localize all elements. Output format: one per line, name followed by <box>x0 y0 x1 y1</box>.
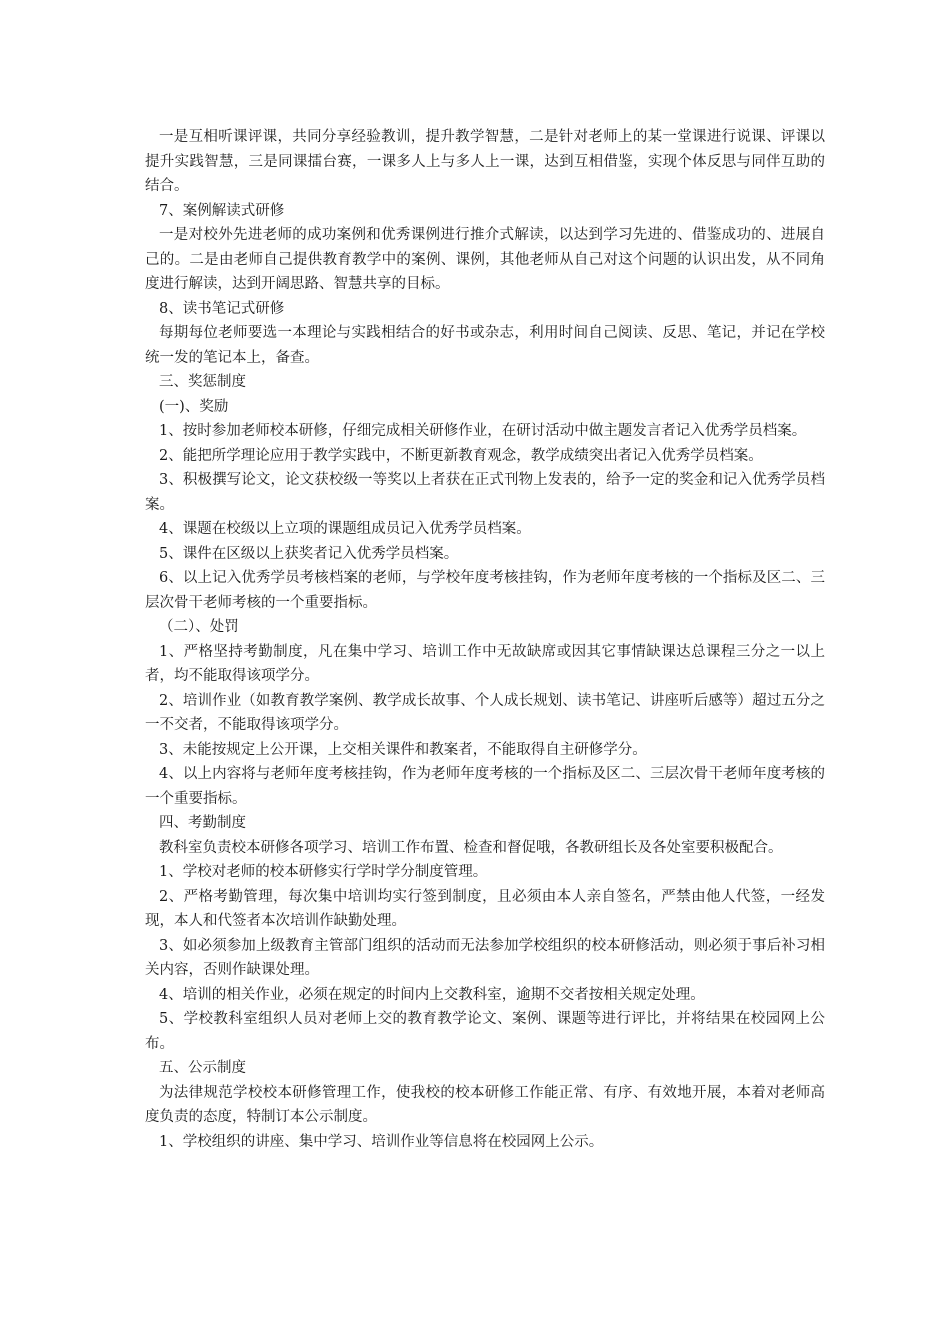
list-item: 3、积极撰写论文，论文获校级一等奖以上者获在正式刊物上发表的，给予一定的奖金和记入优秀学员档案。 <box>145 472 825 513</box>
paragraph: 为法律规范学校校本研修管理工作，使我校的校本研修工作能正常、有序、有效地开展，本着对老师高度负责的态度，特制订本公示制度。 <box>145 1084 825 1125</box>
list-item: 4、培训的相关作业，必须在规定的时间内上交教科室，逾期不交者按相关规定处理。 <box>159 986 705 1003</box>
section-heading: 8、读书笔记式研修 <box>159 300 285 317</box>
list-item: 1、按时参加老师校本研修，仔细完成相关研修作业，在研讨活动中做主题发言者记入优秀学员档案。 <box>159 423 807 439</box>
list-item: 5、学校教科室组织人员对老师上交的教育教学论文、案例、课题等进行评比，并将结果在校园网上公布。 <box>145 1011 825 1052</box>
list-item: 2、培训作业（如教育教学案例、教学成长故事、个人成长规划、读书笔记、讲座听后感等）超过五分之一不交者，不能取得该项学分。 <box>145 692 825 733</box>
paragraph: 一是互相听课评课，共同分享经验教训，提升教学智慧，二是针对老师上的某一堂课进行说课、评课以提升实践智慧，三是同课擂台赛，一课多人上与多人上一课，达到互相借鉴，实现个体反思与同伴互助的结合。 <box>145 129 825 194</box>
subsection-heading: （二）、处罚 <box>159 619 239 635</box>
section-heading: 7、案例解读式研修 <box>159 202 285 219</box>
list-item: 1、严格坚持考勤制度，凡在集中学习、培训工作中无故缺席或因其它事情缺课达总课程三分之一以上者，均不能取得该项学分。 <box>145 643 825 684</box>
paragraph: 一是对校外先进老师的成功案例和优秀课例进行推介式解读，以达到学习先进的、借鉴成功的、进展自己的。二是由老师自己提供教育教学中的案例、课例，其他老师从自己对这个问题的认识出发，从不同角度进行解读，达到开阔思路、智慧共享的目标。 <box>145 227 825 292</box>
list-item: 3、如必须参加上级教育主管部门组织的活动而无法参加学校组织的校本研修活动，则必须于事后补习相关内容，否则作缺课处理。 <box>145 937 825 978</box>
list-item: 1、学校组织的讲座、集中学习、培训作业等信息将在校园网上公示。 <box>159 1133 604 1150</box>
paragraph: 每期每位老师要选一本理论与实践相结合的好书或杂志，利用时间自己阅读、反思、笔记，并记在学校统一发的笔记本上，备查。 <box>145 325 825 366</box>
list-item: 3、未能按规定上公开课，上交相关课件和教案者，不能取得自主研修学分。 <box>159 741 647 758</box>
section-heading: 四、考勤制度 <box>159 815 246 831</box>
list-item: 4、以上内容将与老师年度考核挂钩，作为老师年度考核的一个指标及区二、三层次骨干老师年度考核的一个重要指标。 <box>145 766 825 807</box>
paragraph: 教科室负责校本研修各项学习、培训工作布置、检查和督促哦，各教研组长及各处室要积极配合。 <box>159 839 783 856</box>
list-item: 2、严格考勤管理，每次集中培训均实行签到制度，且必须由本人亲自签名，严禁由他人代签，一经发现，本人和代签者本次培训作缺勤处理。 <box>145 888 825 929</box>
section-heading: 五、公示制度 <box>159 1060 246 1076</box>
list-item: 6、以上记入优秀学员考核档案的老师，与学校年度考核挂钩，作为老师年度考核的一个指标及区二、三层次骨干老师考核的一个重要指标。 <box>145 570 825 611</box>
list-item: 2、能把所学理论应用于教学实践中，不断更新教育观念，教学成绩突出者记入优秀学员档案。 <box>159 447 763 464</box>
list-item: 1、学校对老师的校本研修实行学时学分制度管理。 <box>159 864 488 880</box>
list-item: 4、课题在校级以上立项的课题组成员记入优秀学员档案。 <box>159 521 531 537</box>
document-body <box>145 125 825 1154</box>
section-heading: 三、奖惩制度 <box>159 374 246 390</box>
list-item: 5、课件在区级以上获奖者记入优秀学员档案。 <box>159 545 459 562</box>
subsection-heading: (一)、奖励 <box>159 398 229 415</box>
